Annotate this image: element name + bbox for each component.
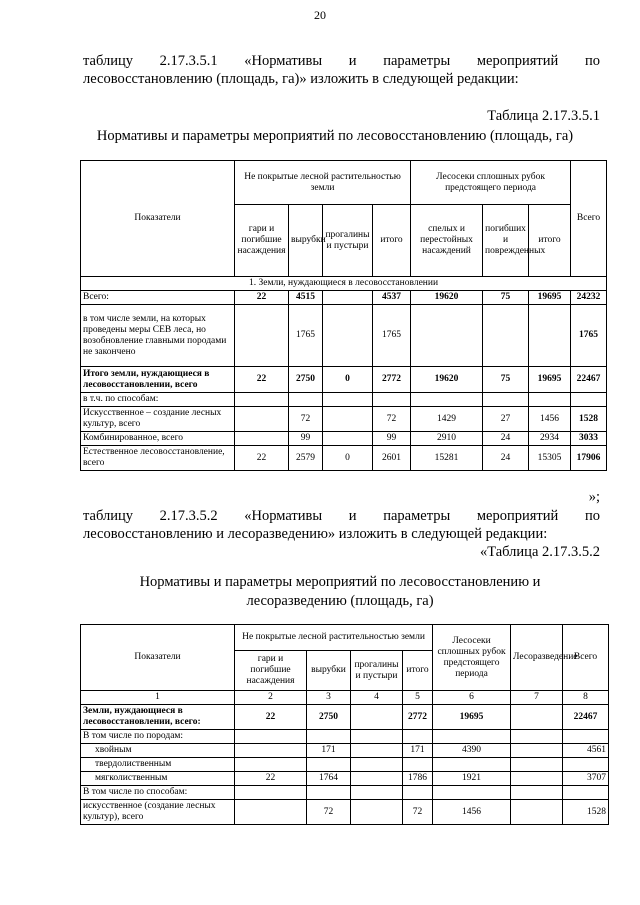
column-number: 8 xyxy=(563,691,609,705)
table-cell: 1765 xyxy=(289,305,323,367)
header-total: Всего xyxy=(571,161,607,277)
table-cell: 22 xyxy=(235,772,307,786)
table-cell xyxy=(563,758,609,772)
header-subtotal-b: итого xyxy=(529,205,571,277)
row-label: искусственное (создание лесных культур), всего xyxy=(81,800,235,825)
word: 2.17.3.5.2 xyxy=(159,508,218,524)
word: «Нормативы xyxy=(244,508,323,524)
table-cell: 1528 xyxy=(563,800,609,825)
table-cell: 15281 xyxy=(411,446,483,471)
table-cell xyxy=(529,393,571,407)
table-cell xyxy=(323,305,373,367)
table-cell xyxy=(511,730,563,744)
table-cell: 0 xyxy=(323,367,373,393)
header-mature: спелых и перестойных насаждений xyxy=(411,205,483,277)
word: 2.17.3.5.1 xyxy=(159,53,218,69)
table-cell: 22 xyxy=(235,367,289,393)
table-cell: 22 xyxy=(235,446,289,471)
header-cuttings: вырубки xyxy=(307,651,351,691)
table-cell xyxy=(511,772,563,786)
header-glades: прогалины и пустыри xyxy=(323,205,373,277)
table-cell xyxy=(563,730,609,744)
table-cell xyxy=(351,800,403,825)
table-row xyxy=(81,705,609,730)
table-cell xyxy=(511,705,563,730)
word: «Нормативы xyxy=(244,53,323,69)
row-label: мягколиственным xyxy=(81,772,235,786)
table-cell: 1765 xyxy=(571,305,607,367)
table-2-title-line-2: лесоразведению (площадь, га) xyxy=(246,593,434,609)
table-cell xyxy=(235,786,307,800)
table-cell xyxy=(529,305,571,367)
header-cuttings: вырубки xyxy=(289,205,323,277)
table-cell xyxy=(403,758,433,772)
table-2-label: «Таблица 2.17.3.5.2 xyxy=(479,544,600,560)
table-cell: 17906 xyxy=(571,446,607,471)
word: и xyxy=(348,508,357,524)
table-cell: 2750 xyxy=(289,367,323,393)
paragraph-line-1 xyxy=(83,52,600,70)
table-cell: 99 xyxy=(373,432,411,446)
table-cell: 19620 xyxy=(411,291,483,305)
table-cell: 24 xyxy=(483,446,529,471)
table-cell xyxy=(351,744,403,758)
table-cell xyxy=(511,744,563,758)
table-row xyxy=(81,432,607,446)
table-row xyxy=(81,744,609,758)
table-cell: 2772 xyxy=(403,705,433,730)
column-number-row xyxy=(81,691,609,705)
word: мероприятий xyxy=(476,53,559,69)
column-number: 6 xyxy=(433,691,511,705)
column-number: 3 xyxy=(307,691,351,705)
table-cell xyxy=(323,407,373,432)
section-heading: 1. Земли, нуждающиеся в лесовосстановлении xyxy=(81,277,607,291)
table-cell: 2579 xyxy=(289,446,323,471)
header-indicators: Показатели xyxy=(81,161,235,277)
table-cell xyxy=(235,393,289,407)
table-cell: 1786 xyxy=(403,772,433,786)
table-cell xyxy=(351,772,403,786)
header-subtotal-a: итого xyxy=(373,205,411,277)
table-cell xyxy=(235,407,289,432)
table-cell xyxy=(351,758,403,772)
table-cell xyxy=(323,432,373,446)
table-2 xyxy=(80,624,609,825)
table-cell: 2772 xyxy=(373,367,411,393)
table-cell: 72 xyxy=(307,800,351,825)
table-cell xyxy=(235,744,307,758)
table-cell: 3707 xyxy=(563,772,609,786)
column-number: 4 xyxy=(351,691,403,705)
table-cell: 19695 xyxy=(529,367,571,393)
table-1 xyxy=(80,160,607,471)
header-clearcuts: Лесосеки сплошных рубок предстоящего периода xyxy=(433,625,511,691)
word: таблицу xyxy=(83,53,133,69)
table-cell xyxy=(483,305,529,367)
table-cell: 75 xyxy=(483,291,529,305)
table-cell xyxy=(411,393,483,407)
table-cell xyxy=(323,291,373,305)
word: по xyxy=(584,53,600,69)
paragraph-line-2: лесовосстановлению и лесоразведению» изложить в следующей редакции: xyxy=(83,526,548,542)
word: параметры xyxy=(383,53,451,69)
column-number: 5 xyxy=(403,691,433,705)
table-cell: 22 xyxy=(235,291,289,305)
table-cell xyxy=(307,786,351,800)
row-label: в т.ч. по способам: xyxy=(81,393,235,407)
table-cell: 1456 xyxy=(433,800,511,825)
table-cell xyxy=(563,786,609,800)
table-cell xyxy=(235,305,289,367)
table-cell xyxy=(307,730,351,744)
paragraph-table-2-intro xyxy=(83,507,600,561)
table-cell: 22467 xyxy=(563,705,609,730)
table-cell xyxy=(351,730,403,744)
table-row xyxy=(81,786,609,800)
table-cell xyxy=(235,730,307,744)
table-row xyxy=(81,772,609,786)
table-row xyxy=(81,367,607,393)
table-row xyxy=(81,446,607,471)
table-cell: 1765 xyxy=(373,305,411,367)
table-cell: 4561 xyxy=(563,744,609,758)
table-row xyxy=(81,291,607,305)
table-cell xyxy=(235,758,307,772)
table-row xyxy=(81,758,609,772)
table-cell xyxy=(403,730,433,744)
table-row xyxy=(81,407,607,432)
row-label: Комбинированное, всего xyxy=(81,432,235,446)
table-cell: 2910 xyxy=(411,432,483,446)
table-cell: 1429 xyxy=(411,407,483,432)
header-damaged: погибших и поврежденных xyxy=(483,205,529,277)
row-label: в том числе земли, на которых проведены меры СЕВ леса, но возобновление главными породами не закончено xyxy=(81,305,235,367)
word: и xyxy=(348,53,357,69)
word: таблицу xyxy=(83,508,133,524)
table-cell: 2601 xyxy=(373,446,411,471)
table-cell: 22 xyxy=(235,705,307,730)
table-1-title: Нормативы и параметры мероприятий по лесовосстановлению (площадь, га) xyxy=(96,128,574,144)
table-cell: 72 xyxy=(373,407,411,432)
row-label: Итого земли, нуждающиеся в лесовосстановлении, всего xyxy=(81,367,235,393)
table-cell: 15305 xyxy=(529,446,571,471)
header-subtotal: итого xyxy=(403,651,433,691)
table-cell: 2750 xyxy=(307,705,351,730)
table-cell: 72 xyxy=(403,800,433,825)
table-cell: 2934 xyxy=(529,432,571,446)
table-2-title xyxy=(70,573,610,611)
table-cell: 72 xyxy=(289,407,323,432)
row-label: хвойным xyxy=(81,744,235,758)
paragraph-table-1-intro xyxy=(83,52,600,88)
table-cell: 19620 xyxy=(411,367,483,393)
table-cell: 22467 xyxy=(571,367,607,393)
table-cell xyxy=(483,393,529,407)
table-cell xyxy=(571,393,607,407)
header-uncovered-lands: Не покрытые лесной растительностью земли xyxy=(235,625,433,651)
row-label: В том числе по породам: xyxy=(81,730,235,744)
table-cell: 3033 xyxy=(571,432,607,446)
word: параметры xyxy=(383,508,451,524)
column-number: 2 xyxy=(235,691,307,705)
row-label: твердолиственным xyxy=(81,758,235,772)
table-cell xyxy=(351,705,403,730)
paragraph-line-1 xyxy=(83,507,600,525)
page-number: 20 xyxy=(314,8,326,22)
table-1-label: Таблица 2.17.3.5.1 xyxy=(487,108,600,124)
column-number: 1 xyxy=(81,691,235,705)
table-cell xyxy=(323,393,373,407)
table-cell: 1456 xyxy=(529,407,571,432)
column-number: 7 xyxy=(511,691,563,705)
header-uncovered-lands: Не покрытые лесной растительностью земли xyxy=(235,161,411,205)
row-label: В том числе по способам: xyxy=(81,786,235,800)
word: мероприятий xyxy=(476,508,559,524)
table-cell: 0 xyxy=(323,446,373,471)
table-cell: 1528 xyxy=(571,407,607,432)
table-cell xyxy=(403,786,433,800)
table-cell xyxy=(307,758,351,772)
table-cell: 19695 xyxy=(529,291,571,305)
table-cell: 1921 xyxy=(433,772,511,786)
paragraph-line-2: лесовосстановлению (площадь, га)» изложить в следующей редакции: xyxy=(83,71,519,87)
table-cell: 4515 xyxy=(289,291,323,305)
header-indicators: Показатели xyxy=(81,625,235,691)
table-cell: 99 xyxy=(289,432,323,446)
table-cell xyxy=(511,786,563,800)
table-row xyxy=(81,730,609,744)
word: по xyxy=(584,508,600,524)
header-clearcuts: Лесосеки сплошных рубок предстоящего периода xyxy=(411,161,571,205)
table-cell xyxy=(433,786,511,800)
table-cell: 4537 xyxy=(373,291,411,305)
table-cell: 24 xyxy=(483,432,529,446)
table-cell: 171 xyxy=(403,744,433,758)
table-row xyxy=(81,800,609,825)
table-cell xyxy=(433,758,511,772)
table-row xyxy=(81,393,607,407)
table-cell: 19695 xyxy=(433,705,511,730)
row-label: Всего: xyxy=(81,291,235,305)
header-afforestation: Лесоразведение xyxy=(511,625,563,691)
table-cell xyxy=(373,393,411,407)
table-cell xyxy=(511,800,563,825)
table-cell: 24232 xyxy=(571,291,607,305)
table-cell xyxy=(411,305,483,367)
table-cell: 4390 xyxy=(433,744,511,758)
table-cell xyxy=(235,800,307,825)
row-label: Естественное лесовосстановление, всего xyxy=(81,446,235,471)
header-glades: прогалины и пустыри xyxy=(351,651,403,691)
row-label: Искусственное – создание лесных культур, всего xyxy=(81,407,235,432)
table-1-closing: »; xyxy=(588,489,600,505)
table-cell xyxy=(289,393,323,407)
table-row xyxy=(81,305,607,367)
table-cell: 171 xyxy=(307,744,351,758)
header-burned: гари и погибшие насаждения xyxy=(235,205,289,277)
header-total: Всего xyxy=(563,625,609,691)
row-label: Земли, нуждающиеся в лесовосстановлении, всего: xyxy=(81,705,235,730)
table-cell xyxy=(235,432,289,446)
table-cell: 75 xyxy=(483,367,529,393)
table-cell: 27 xyxy=(483,407,529,432)
table-cell: 1764 xyxy=(307,772,351,786)
table-cell xyxy=(433,730,511,744)
table-cell xyxy=(351,786,403,800)
table-cell xyxy=(511,758,563,772)
header-burned: гари и погибшие насаждения xyxy=(235,651,307,691)
table-2-title-line-1: Нормативы и параметры мероприятий по лесовосстановлению и xyxy=(139,574,541,590)
